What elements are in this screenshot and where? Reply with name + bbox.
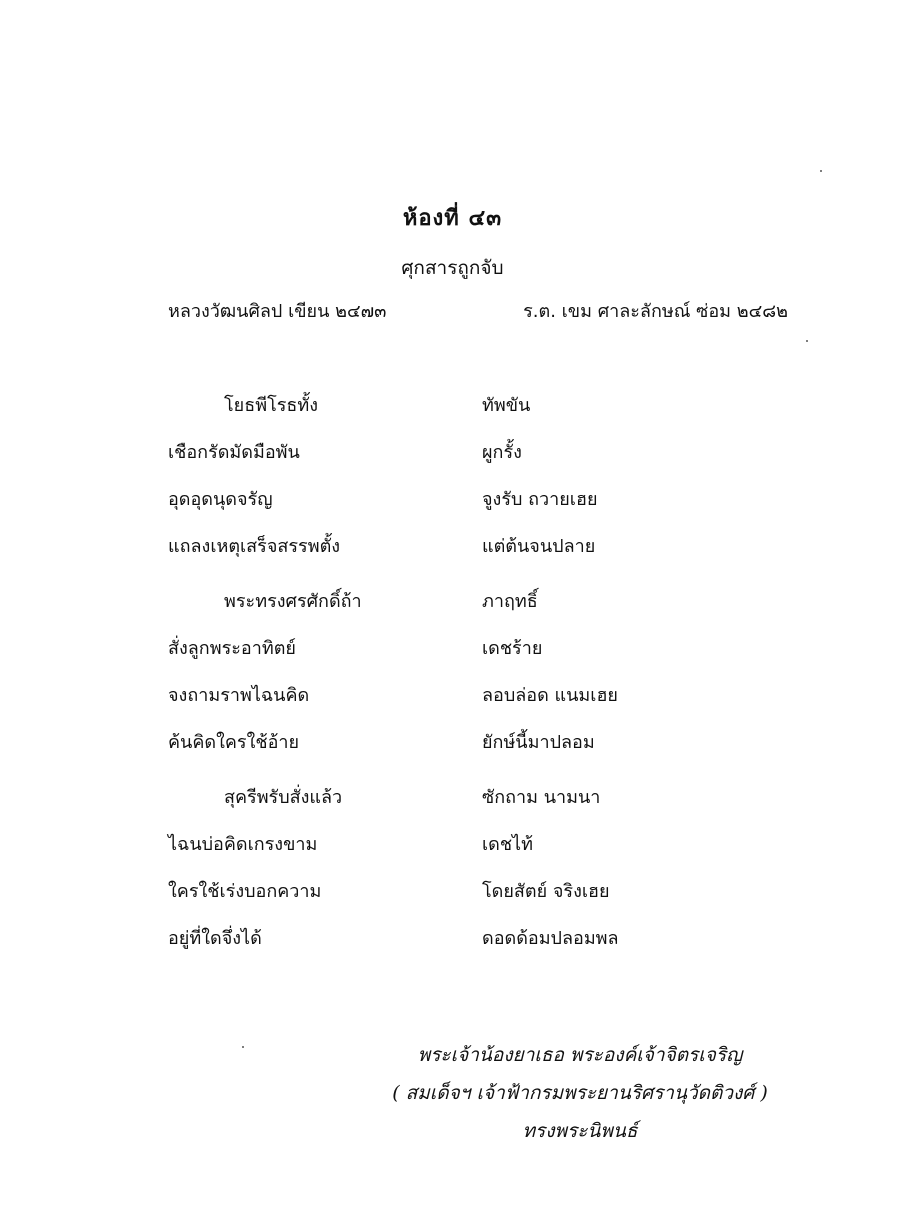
- verse-first-half: ใครใช้เร่งบอกความ: [168, 881, 322, 902]
- verse-line: [0, 431, 905, 478]
- verse-first-half: จงถามราพไฉนคิด: [168, 685, 310, 706]
- credit-restorer: ร.ต. เขม ศาละลักษณ์ ซ่อม ๒๔๘๒: [523, 301, 788, 322]
- stanza-1: [0, 384, 905, 572]
- verse-second-half: ผูกรั้ง: [482, 442, 522, 463]
- credit-writer: หลวงวัฒนศิลป เขียน ๒๔๗๓: [168, 301, 387, 322]
- verse-line: [0, 870, 905, 917]
- scan-speck: [820, 170, 822, 172]
- verse-first-half: ไฉนบ่อคิดเกรงขาม: [168, 834, 318, 855]
- scan-speck: [806, 340, 808, 342]
- scan-speck: [242, 1046, 244, 1048]
- verse-line: [0, 917, 905, 964]
- verse-first-half: โยธพีโรธทั้ง: [224, 395, 319, 416]
- verse-second-half: เดชร้าย: [482, 638, 543, 659]
- verse-second-half: เดชไท้: [482, 834, 533, 855]
- author-line-3: ทรงพระนิพนธ์: [522, 1120, 638, 1142]
- verse-first-half: เชือกรัดมัดมือพัน: [168, 442, 300, 463]
- verse-line: [0, 384, 905, 431]
- verse-first-half: สั่งลูกพระอาทิตย์: [168, 638, 296, 659]
- verse-line: [0, 823, 905, 870]
- verse-second-half: โดยสัตย์ จริงเฮย: [482, 881, 610, 902]
- verse-second-half: ทัพขัน: [482, 395, 531, 416]
- verse-first-half: อยู่ที่ใดจึ่งได้: [168, 928, 262, 949]
- verse-second-half: แต่ต้นจนปลาย: [482, 536, 596, 557]
- verse-first-half: แถลงเหตุเสร็จสรรพตั้ง: [168, 536, 341, 557]
- verse-second-half: ซักถาม นามนา: [482, 787, 601, 808]
- author-line-1: พระเจ้าน้องยาเธอ พระองค์เจ้าจิตรเจริญ: [417, 1044, 743, 1066]
- author-line-2: ( สมเด็จฯ เจ้าฟ้ากรมพระยานริศรานุวัดติวงศ์ ): [392, 1082, 768, 1104]
- poem-body: [0, 384, 905, 968]
- verse-first-half: พระทรงศรศักดิ์ถ้า: [224, 591, 362, 612]
- verse-line: [0, 674, 905, 721]
- author-attribution: [330, 1036, 830, 1150]
- verse-second-half: ยักษ์นี้มาปลอม: [482, 732, 595, 753]
- chapter-title: ห้องที่ ๔๓: [402, 206, 503, 231]
- stanza-3: [0, 776, 905, 964]
- verse-line: [0, 580, 905, 627]
- verse-line: [0, 478, 905, 525]
- stanza-2: [0, 580, 905, 768]
- verse-line: [0, 627, 905, 674]
- chapter-subtitle: ศุกสารถูกจับ: [401, 257, 504, 279]
- verse-second-half: ลอบล่อด แนมเฮย: [482, 685, 618, 706]
- verse-line: [0, 776, 905, 823]
- verse-first-half: ค้นคิดใครใช้อ้าย: [168, 732, 300, 753]
- verse-second-half: ดอดด้อมปลอมพล: [482, 928, 619, 949]
- verse-first-half: สุครีพรับสั่งแล้ว: [224, 787, 343, 808]
- verse-first-half: อุดอุดนุดจรัญ: [168, 489, 273, 510]
- verse-second-half: ภาฤทธิ์: [482, 591, 538, 612]
- verse-second-half: จูงรับ ถวายเฮย: [482, 489, 598, 510]
- verse-line: [0, 525, 905, 572]
- credits-line: [168, 296, 788, 325]
- verse-line: [0, 721, 905, 768]
